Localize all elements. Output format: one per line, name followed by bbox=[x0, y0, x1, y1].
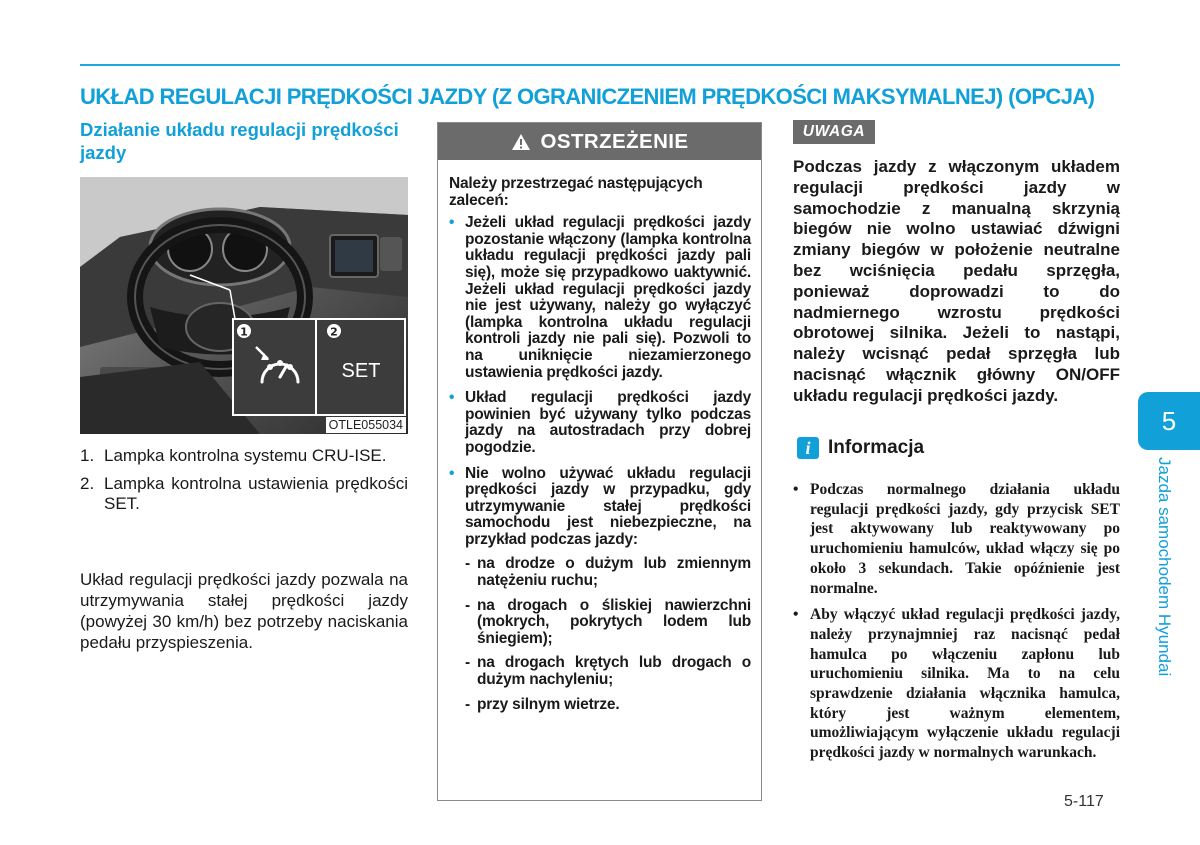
list-item bbox=[793, 480, 1120, 598]
dashboard-illustration bbox=[80, 177, 408, 434]
list-item bbox=[449, 466, 751, 714]
warning-item: Jeżeli układ regulacji prędkości jazdy pozostanie włączony (lampka kontrolna układu regulacji prędkości jazdy pali się), może się przypadkowo uaktywnić. Jeżeli układ regulacji prędkości jazdy nie jest używany, należy go wyłączyć (lampka kontrolna układu regulacji kontroli jazdy nie pali się). Pozwoli to na uniknięcie niezamierzonego ustawienia prędkości jazdy. bbox=[465, 214, 751, 381]
figure-marker-1: 1 bbox=[240, 325, 248, 339]
dash-icon: - bbox=[465, 555, 470, 573]
dash-icon: - bbox=[465, 695, 470, 713]
set-label: SET bbox=[341, 360, 381, 382]
chapter-label bbox=[1151, 457, 1177, 697]
caution-tag: UWAGA bbox=[793, 120, 875, 144]
warning-list bbox=[449, 215, 751, 713]
warning-box bbox=[437, 122, 762, 801]
subsection-heading: Działanie układu regulacji prędkości jazdy bbox=[80, 119, 399, 163]
list-item bbox=[465, 697, 751, 714]
list-item bbox=[793, 605, 1120, 763]
callout-text: Lampka kontrolna systemu CRU-ISE. bbox=[104, 446, 387, 465]
callout-number: 2. bbox=[80, 474, 95, 493]
list-item bbox=[465, 598, 751, 648]
list-item bbox=[465, 655, 751, 688]
warning-item: Nie wolno używać układu regulacji prędkości jazdy w przypadku, gdy utrzymywanie stałej prędkości samochodu jest niebezpieczne, na przykład podczas jazdy: bbox=[465, 464, 751, 548]
dash-icon: - bbox=[465, 654, 470, 672]
warning-body bbox=[438, 160, 761, 713]
callout-number: 1. bbox=[80, 446, 95, 465]
callout-text: Lampka kontrolna ustawienia prędkości SET. bbox=[104, 474, 408, 513]
info-item: Podczas normalnego działania układu regulacji prędkości jazdy, gdy przycisk SET jest aktywowany lub reaktywowany po uruchomieniu hamulców, układ włączy się po około 3 sekundach. Takie opóźnienie jest normalne. bbox=[810, 481, 1120, 597]
warning-icon bbox=[511, 133, 531, 151]
page-number: 5-117 bbox=[1064, 793, 1104, 810]
figure-code: OTLE055034 bbox=[326, 417, 406, 433]
info-item: Aby włączyć układ regulacji prędkości jazdy, należy przynajmniej raz nacisnąć pedał hamulca po włączeniu zapłonu lub uruchomieniu silnika. Ma to na celu sprawdzenie działania włącznika hamulca, który jest ważnym elementem, umożliwiającym wyłączenie układu regulacji prędkości jazdy w normalnych warunkach. bbox=[810, 606, 1120, 762]
warning-sub-item: przy silnym wietrze. bbox=[477, 695, 620, 713]
list-item bbox=[465, 556, 751, 589]
warning-title: OSTRZEŻENIE bbox=[540, 129, 689, 153]
bullet-icon: • bbox=[793, 606, 799, 624]
list-item bbox=[449, 390, 751, 456]
figure-callouts bbox=[80, 446, 408, 522]
info-icon: i bbox=[797, 437, 819, 459]
warning-item: Układ regulacji prędkości jazdy powinien być używany tylko podczas jazdy na autostradach przy dobrej pogodzie. bbox=[465, 389, 751, 456]
warning-sub-list bbox=[465, 556, 751, 713]
section-title: UKŁAD REGULACJI PRĘDKOŚCI JAZDY (Z OGRANICZENIEM PRĘDKOŚCI MAKSYMALNEJ) (OPCJA) bbox=[80, 84, 1095, 109]
chapter-label-text: Jazda samochodem Hyundai bbox=[1155, 457, 1174, 677]
bullet-icon: • bbox=[449, 214, 455, 232]
chapter-tab: 5 bbox=[1138, 392, 1200, 450]
warning-sub-item: na drodze o dużym lub zmiennym natężeniu ruchu; bbox=[477, 555, 751, 590]
info-title: Informacja bbox=[828, 437, 925, 458]
info-list bbox=[793, 480, 1120, 770]
body-paragraph: Układ regulacji prędkości jazdy pozwala na utrzymywania stałej prędkości jazdy (powyżej 30 km/h) bez potrzeby naciskania pedału przyspieszenia. bbox=[80, 570, 408, 652]
warning-sub-item: na drogach krętych lub drogach o dużym nachyleniu; bbox=[477, 654, 751, 689]
warning-intro: Należy przestrzegać następujących zaleceń: bbox=[449, 175, 703, 209]
list-item bbox=[80, 446, 408, 466]
warning-header bbox=[438, 123, 761, 160]
dash-icon: - bbox=[465, 596, 470, 614]
list-item bbox=[80, 474, 408, 514]
list-item bbox=[449, 215, 751, 381]
dashboard-figure bbox=[80, 177, 408, 434]
top-rule bbox=[80, 64, 1120, 66]
bullet-icon: • bbox=[793, 481, 799, 498]
warning-sub-item: na drogach o śliskiej nawierzchni (mokrych, pokrytych lodem lub śniegiem); bbox=[477, 596, 751, 647]
figure-marker-2: 2 bbox=[330, 325, 338, 339]
info-heading bbox=[797, 437, 924, 459]
bullet-icon: • bbox=[449, 389, 455, 407]
caution-text: Podczas jazdy z włączonym układem regulacji prędkości jazdy w samochodzie z manualną skrzynią biegów nie wolno ustawiać dźwigni zmiany biegów w położenie neutralne bez wciśnięcia pedału sprzęgła, ponieważ doprowadzi to do nadmiernego wzrostu prędkości obrotowej silnika. Jeżeli to nastąpi, należy wcisnąć pedał sprzęgła lub nacisnąć włącznik główny ON/OFF układu regulacji prędkości jazdy. bbox=[793, 157, 1120, 405]
bullet-icon: • bbox=[449, 464, 455, 482]
